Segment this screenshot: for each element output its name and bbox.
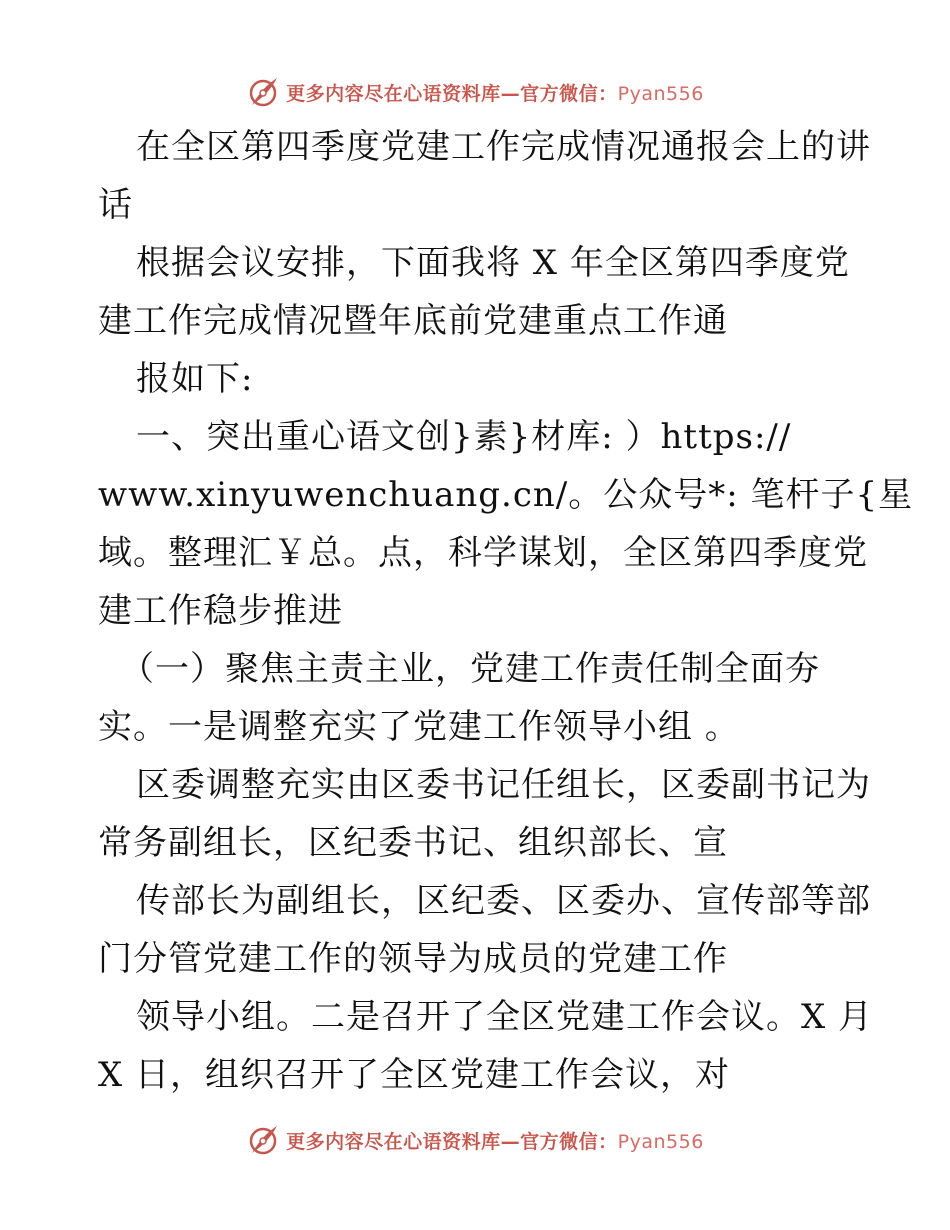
- section-heading-line: 域。整理汇￥总。点，科学谋划，全区第四季度党: [98, 533, 868, 573]
- header-watermark: [0, 72, 950, 112]
- paragraph-line: 建工作完成情况暨年底前党建重点工作通: [98, 301, 728, 341]
- paragraph-line: 传部长为副组长，区纪委、区委办、宣传部等部: [136, 881, 871, 921]
- watermark-text: [286, 1127, 704, 1154]
- paragraph-line: 门分管党建工作的领导为成员的党建工作: [98, 939, 728, 979]
- subsection-line: 实。一是调整充实了党建工作领导小组 。: [98, 707, 740, 747]
- paragraph-line: X 日，组织召开了全区党建工作会议，对: [98, 1055, 731, 1095]
- footer-watermark: [0, 1120, 950, 1160]
- watermark-wechat-id: Pyan556: [617, 1130, 704, 1153]
- title-line-1: 在全区第四季度党建工作完成情况通报会上的讲: [136, 127, 871, 167]
- section-heading-line: 一、突出重心语文创}素}材库: ）https://: [136, 417, 792, 457]
- title-line-2: 话: [98, 185, 133, 225]
- watermark-text: [286, 79, 704, 106]
- paragraph-line: 领导小组。二是召开了全区党建工作会议。X 月: [136, 997, 874, 1037]
- section-heading-line: 建工作稳步推进: [98, 591, 343, 631]
- paragraph-line: 区委调整充实由区委书记任组长，区委副书记为: [136, 765, 871, 805]
- section-heading-line: www.xinyuwenchuang.cn/。公众号*: 笔杆子{星: [98, 475, 914, 515]
- watermark-label: 更多内容尽在心语资料库—官方微信：: [286, 82, 618, 105]
- watermark-label: 更多内容尽在心语资料库—官方微信：: [286, 1130, 618, 1153]
- paragraph-line: 常务副组长，区纪委书记、组织部长、宣: [98, 823, 728, 863]
- document-body: [98, 118, 914, 1104]
- paragraph-line: 根据会议安排，下面我将 X 年全区第四季度党: [136, 243, 850, 283]
- subsection-line: （一）聚焦主责主业，党建工作责任制全面夯: [120, 649, 820, 689]
- feather-pen-circle-icon: [246, 75, 280, 109]
- paragraph-line: 报如下:: [136, 359, 254, 399]
- watermark-wechat-id: Pyan556: [617, 82, 704, 105]
- feather-pen-circle-icon: [246, 1123, 280, 1157]
